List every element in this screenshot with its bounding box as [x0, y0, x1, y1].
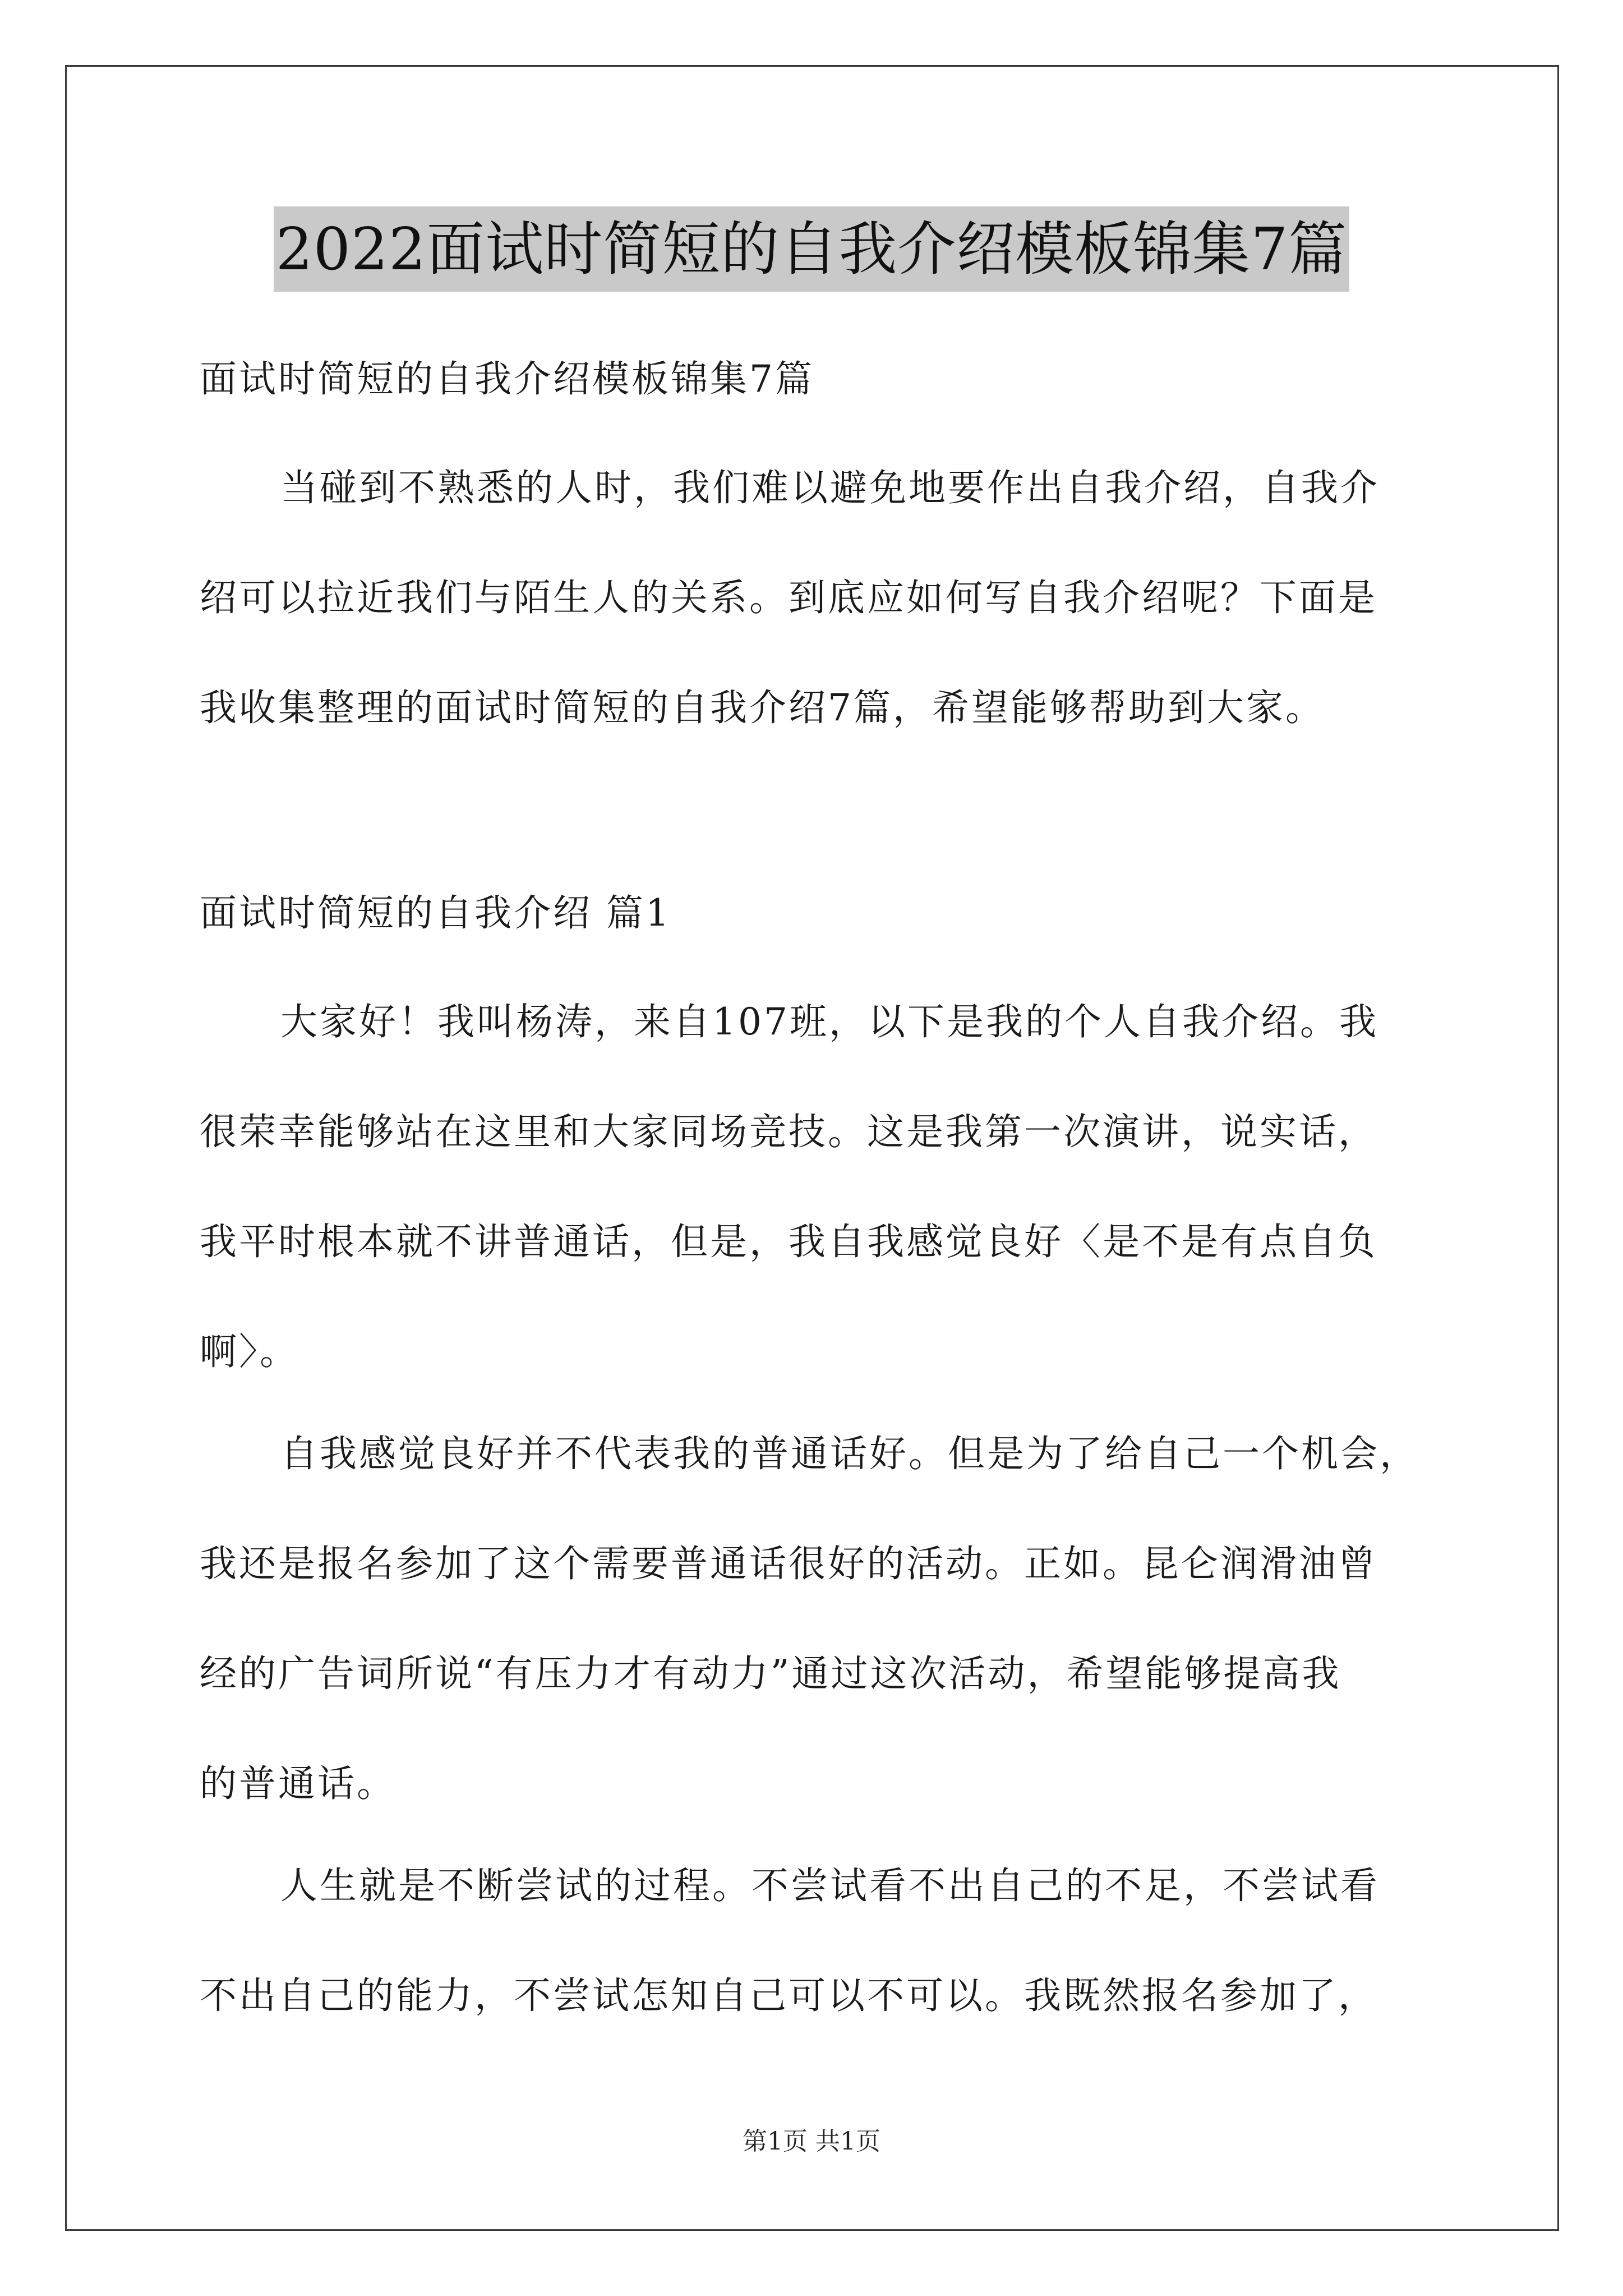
section-heading: 面试时简短的自我介绍 篇1 — [200, 891, 671, 935]
body-paragraph-3: 人生就是不断尝试的过程。不尝试看不出自己的不足，不尝试看 不出自己的能力，不尝试怎知自己可以不可以。我既然报名参加了， — [200, 1864, 1380, 2017]
body-paragraph-2: 自我感觉良好并不代表我的普通话好。但是为了给自己一个机会， 我还是报名参加了这个需要普通话很好的活动。正如。昆仑润滑油曾 经的广告词所说“有压力才有动力”通过这次活动，希望能够提高我 的普通话。 — [200, 1432, 1419, 1805]
document-title-wrap — [0, 206, 1623, 292]
document-title: 2022面试时简短的自我介绍模板锦集7篇 — [274, 206, 1350, 292]
document-subtitle: 面试时简短的自我介绍模板锦集7篇 — [200, 357, 814, 401]
page-footer: 第1页 共1页 — [743, 2127, 880, 2156]
body-paragraph-1: 大家好！我叫杨涛，来自107班，以下是我的个人自我介绍。我 很荣幸能够站在这里和大家同场竞技。这是我第一次演讲，说实话， 我平时根本就不讲普通话，但是，我自我感觉良好〈是不是有点自负 啊〉。 — [200, 1000, 1378, 1373]
intro-paragraph: 当碰到不熟悉的人时，我们难以避免地要作出自我介绍，自我介 绍可以拉近我们与陌生人的关系。到底应如何写自我介绍呢？下面是 我收集整理的面试时简短的自我介绍7篇，希望能够帮助到大家。 — [200, 466, 1380, 729]
